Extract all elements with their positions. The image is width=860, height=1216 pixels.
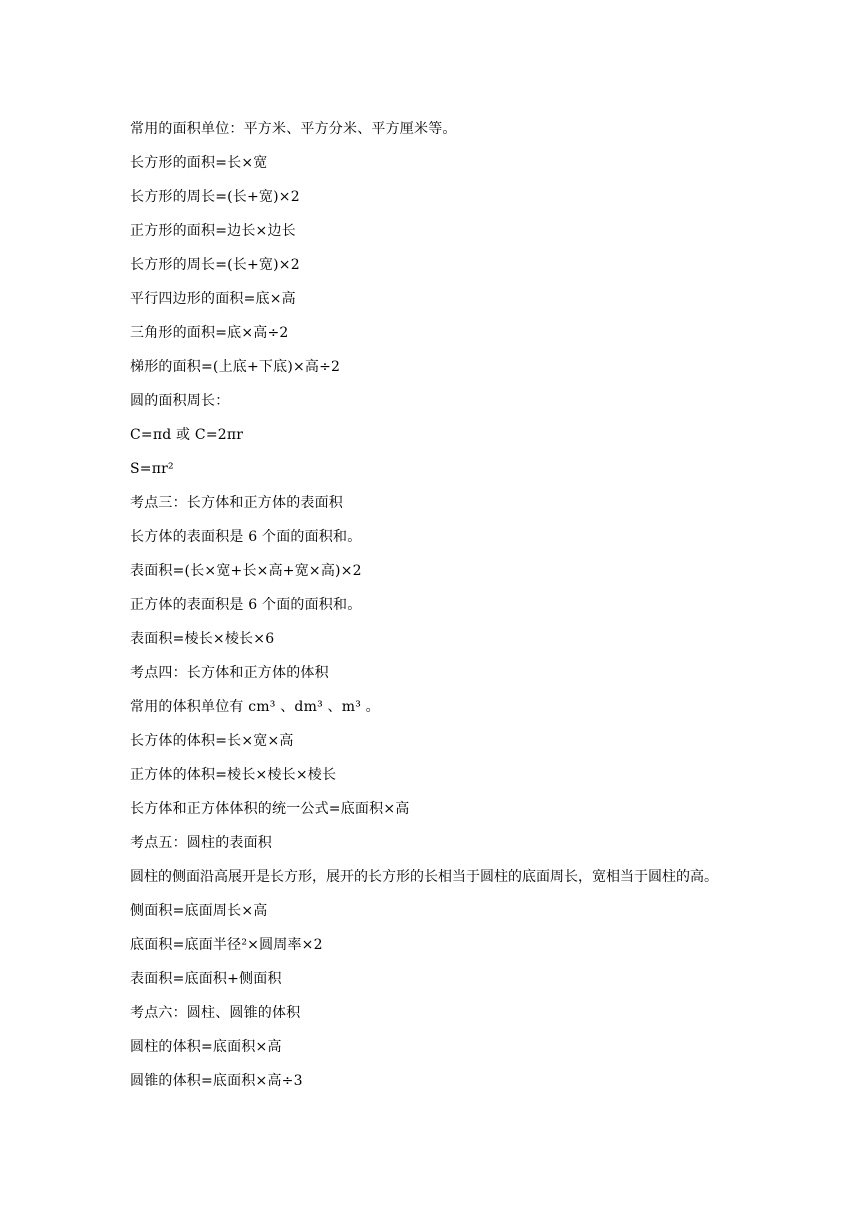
document-body — [130, 112, 740, 1098]
section-heading: 考点四：长方体和正方体的体积 — [130, 665, 329, 681]
text-line: 长方形的周长=(长+宽)×2 — [130, 257, 300, 273]
text-line: 表面积=棱长×棱长×6 — [130, 631, 275, 647]
text-line: 平行四边形的面积=底×高 — [130, 291, 296, 307]
text-line: 正方形的面积=边长×边长 — [130, 223, 296, 239]
text-line: 三角形的面积=底×高÷2 — [130, 325, 289, 341]
text-line: 圆的面积周长： — [130, 393, 230, 409]
text-paragraph: 圆柱的侧面沿高展开是长方形，展开的长方形的长相当于圆柱的底面周长，宽相当于圆柱的高。 — [130, 869, 718, 885]
text-line: 底面积=底面半径²×圆周率×2 — [130, 937, 323, 953]
text-line: C=πd 或 C=2πr — [130, 427, 244, 443]
text-line: 正方体的体积=棱长×棱长×棱长 — [130, 767, 337, 783]
section-heading: 考点五：圆柱的表面积 — [130, 835, 272, 851]
text-line: 常用的体积单位有 cm³ 、dm³ 、m³ 。 — [130, 699, 380, 715]
text-line: 正方体的表面积是 6 个面的面积和。 — [130, 597, 362, 613]
text-line: 表面积=底面积+侧面积 — [130, 971, 282, 987]
text-line: 长方形的面积=长×宽 — [130, 155, 268, 171]
text-line: 长方体和正方体体积的统一公式=底面积×高 — [130, 801, 410, 817]
text-line: 梯形的面积=(上底+下底)×高÷2 — [130, 359, 341, 375]
section-heading: 考点六：圆柱、圆锥的体积 — [130, 1005, 301, 1021]
text-line: 圆锥的体积=底面积×高÷3 — [130, 1073, 303, 1089]
text-line: 长方形的周长=(长+宽)×2 — [130, 189, 300, 205]
text-line: 长方体的体积=长×宽×高 — [130, 733, 294, 749]
text-line: 圆柱的体积=底面积×高 — [130, 1039, 282, 1055]
text-line: 常用的面积单位：平方米、平方分米、平方厘米等。 — [130, 121, 457, 137]
text-line: S=πr² — [130, 461, 174, 477]
text-line: 表面积=(长×宽+长×高+宽×高)×2 — [130, 563, 362, 579]
section-heading: 考点三：长方体和正方体的表面积 — [130, 495, 343, 511]
text-line: 长方体的表面积是 6 个面的面积和。 — [130, 529, 362, 545]
text-line: 侧面积=底面周长×高 — [130, 903, 268, 919]
